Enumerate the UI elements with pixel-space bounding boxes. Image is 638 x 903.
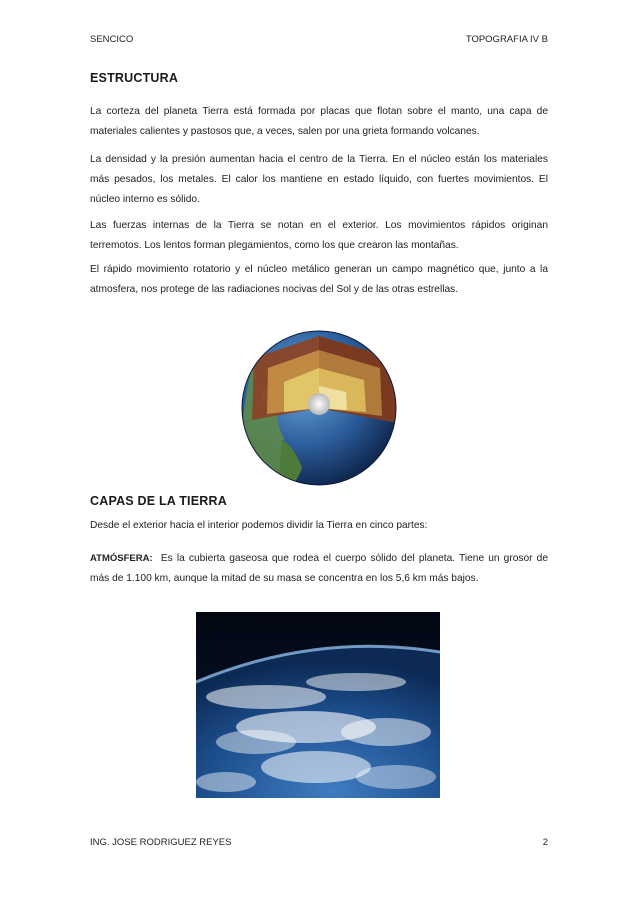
- paragraph: La densidad y la presión aumentan hacia el centro de la Tierra. En el núcleo están los materiales más pesados, los metales. El calor los mantiene en estado líquido, con fuertes movimientos. El núcleo interno es sólido.: [90, 154, 548, 205]
- header-left: SENCICO: [90, 34, 134, 45]
- paragraph-atmosphere: ATMÓSFERA: Es la cubierta gaseosa que rodea el cuerpo sólido del planeta. Tiene un grosor de más de 1.100 km, aunque la mitad de su masa se concentra en los 5,6 km más bajos.: [90, 553, 548, 584]
- paragraph: Las fuerzas internas de la Tierra se notan en el exterior. Los movimientos rápidos originan terremotos. Los lentos forman plegamientos, como los que crearon las montañas.: [90, 220, 548, 251]
- earth-from-space-image: [196, 612, 440, 798]
- paragraph: El rápido movimiento rotatorio y el núcleo metálico generan un campo magnético que, junto a la atmosfera, nos protege de las radiaciones nocivas del Sol y de las otras estrellas.: [90, 264, 548, 295]
- paragraph: La corteza del planeta Tierra está formada por placas que flotan sobre el manto, una capa de materiales calientes y pastosos que, a veces, salen por una grieta formando volcanes.: [90, 106, 548, 137]
- term-atmosfera: ATMÓSFERA: [90, 553, 150, 564]
- earth-from-space-graphic: [196, 612, 440, 798]
- section-title-capas: CAPAS DE LA TIERRA: [90, 494, 227, 508]
- earth-cutaway-graphic: [232, 328, 406, 488]
- header-right: TOPOGRAFIA IV B: [465, 34, 548, 45]
- section-title-estructura: ESTRUCTURA: [90, 71, 179, 85]
- page-number: 2: [542, 837, 548, 848]
- footer-author: ING. JOSE RODRIGUEZ REYES: [90, 837, 232, 848]
- paragraph-intro: Desde el exterior hacia el interior podemos dividir la Tierra en cinco partes:: [90, 520, 428, 531]
- atmosphere-description: Es la cubierta gaseosa que rodea el cuerpo sólido del planeta. Tiene un grosor de más de 1.100 km, aunque la mitad de su masa se concentra en los 5,6 km más bajos.: [90, 553, 548, 584]
- earth-cutaway-image: [232, 328, 406, 488]
